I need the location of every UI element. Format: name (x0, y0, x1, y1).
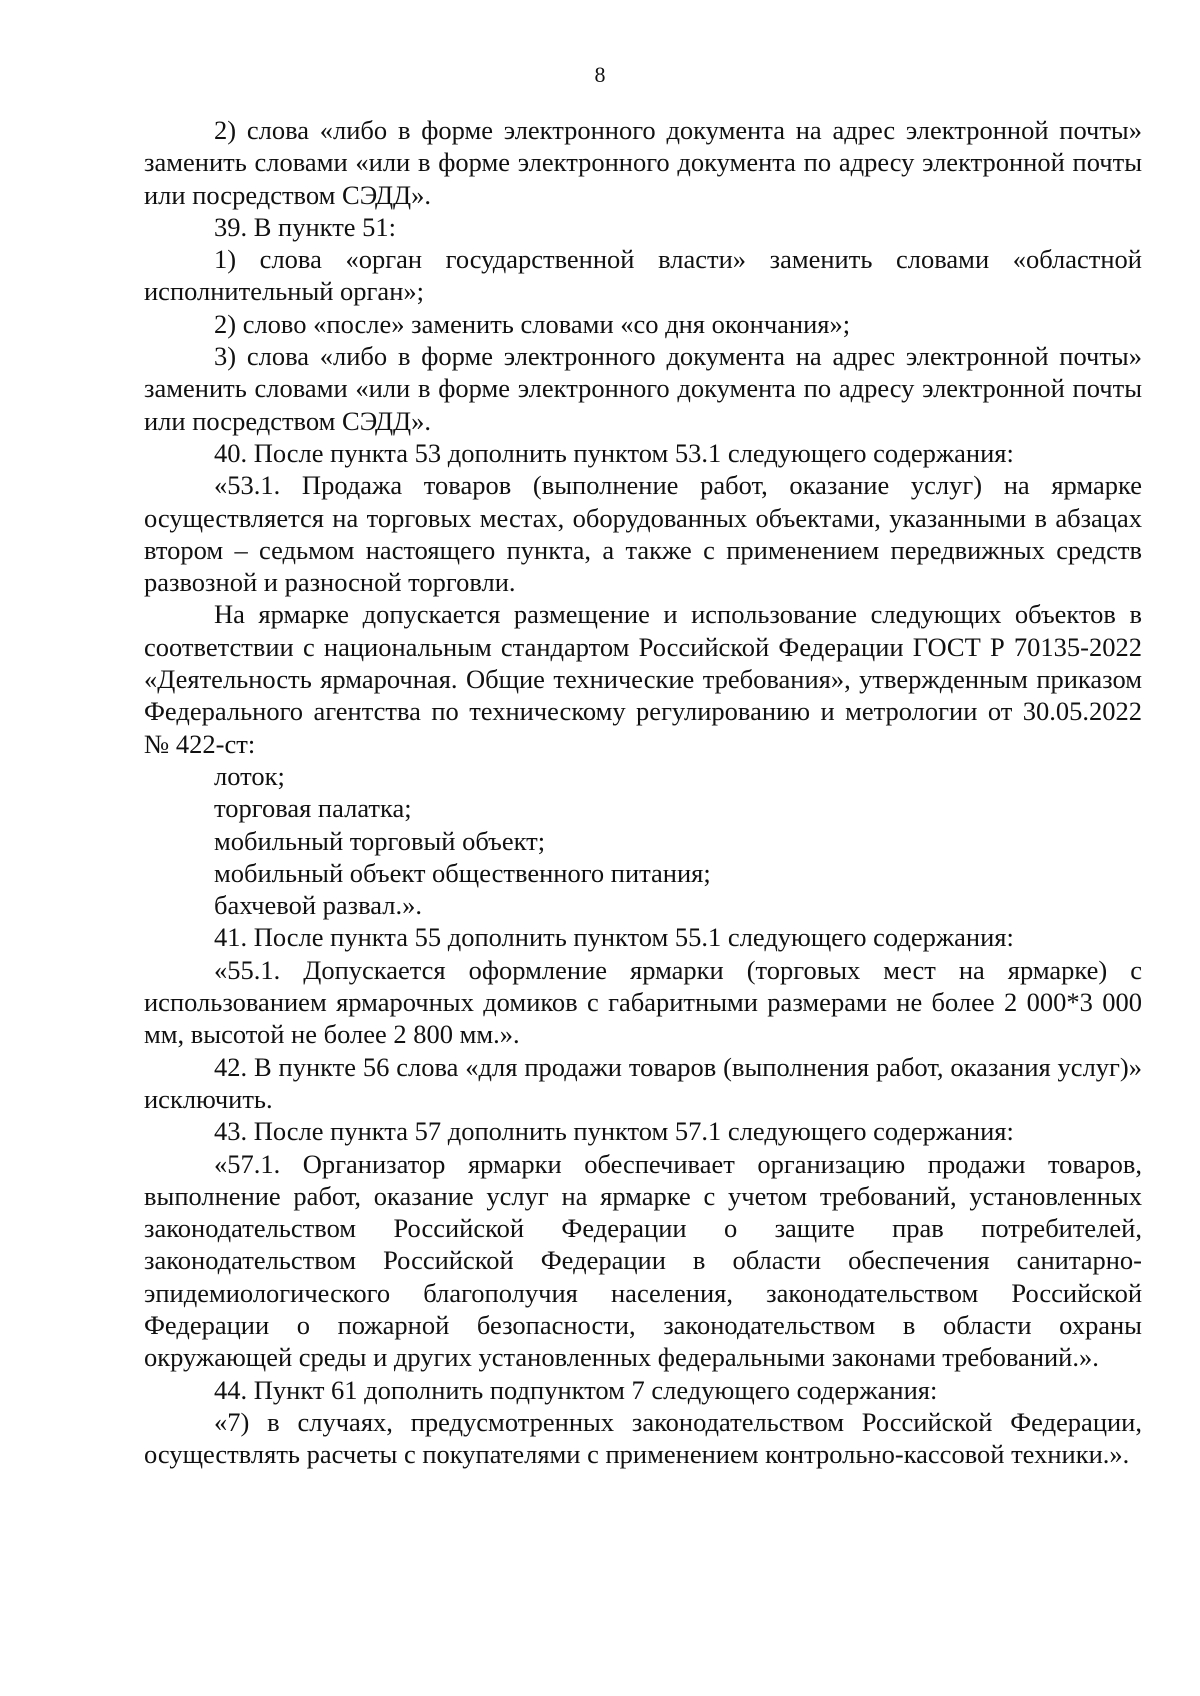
paragraph: 44. Пункт 61 дополнить подпунктом 7 следующего содержания: (214, 1374, 938, 1405)
paragraph: «55.1. Допускается оформление ярмарки (торговых мест на ярмарке) с использованием ярмарочных домиков с габаритными размерами не более 2 000*3 000 мм, высотой не более 2 800 мм.». (144, 954, 1142, 1050)
paragraph: 2) слова «либо в форме электронного документа на адрес электронной почты» заменить словами «или в форме электронного документа по адресу электронной почты или посредством СЭДД». (144, 115, 1142, 210)
paragraph: На ярмарке допускается размещение и использование следующих объектов в соответствии с национальным стандартом Российской Федерации ГОСТ Р 70135-2022 «Деятельность ярмарочная. Общие технические требования», утвержденным приказом Федерального агентства по техническому регулированию и метрологии от 30.05.2022 № 422-ст: (144, 599, 1142, 759)
page-number: 8 (594, 62, 606, 87)
list-item: бахчевой развал.». (214, 890, 423, 921)
paragraph: 1) слова «орган государственной власти» заменить словами «областной исполнительный орган»; (144, 244, 1142, 307)
list-item: мобильный объект общественного питания; (214, 857, 711, 888)
document-body (144, 114, 1142, 1470)
paragraph: 3) слова «либо в форме электронного документа на адрес электронной почты» заменить словами «или в форме электронного документа по адресу электронной почты или посредством СЭДД». (144, 341, 1142, 436)
paragraph: 43. После пункта 57 дополнить пунктом 57.1 следующего содержания: (214, 1116, 1014, 1147)
paragraph: 42. В пункте 56 слова «для продажи товаров (выполнения работ, оказания услуг)» исключить. (144, 1051, 1142, 1114)
paragraph: «53.1. Продажа товаров (выполнение работ, оказание услуг) на ярмарке осуществляется на торговых местах, оборудованных объектами, указанными в абзацах втором – седьмом настоящего пункта, а также с применением передвижных средств развозной и разносной торговли. (144, 470, 1142, 598)
paragraph: 41. После пункта 55 дополнить пунктом 55.1 следующего содержания: (214, 922, 1014, 953)
list-item: торговая палатка; (214, 793, 412, 824)
list-item: мобильный торговый объект; (214, 825, 546, 856)
paragraph: «7) в случаях, предусмотренных законодательством Российской Федерации, осуществлять расчеты с покупателями с применением контрольно-кассовой техники.». (144, 1406, 1142, 1470)
list-item: лоток; (214, 760, 285, 791)
paragraph: «57.1. Организатор ярмарки обеспечивает организацию продажи товаров, выполнение работ, оказание услуг на ярмарке с учетом требований, установленных законодательством Российской Федерации о защите прав потребителей, законодательством Российской Федерации в области обеспечения санитарно-эпидемиологического благополучия населения, законодательством Российской Федерации о пожарной безопасности, законодательством в области охраны окружающей среды и других установленных федеральными законами требований.». (144, 1148, 1142, 1373)
paragraph: 2) слово «после» заменить словами «со дня окончания»; (214, 308, 851, 339)
paragraph: 40. После пункта 53 дополнить пунктом 53.1 следующего содержания: (214, 437, 1014, 468)
paragraph: 39. В пункте 51: (214, 211, 397, 242)
